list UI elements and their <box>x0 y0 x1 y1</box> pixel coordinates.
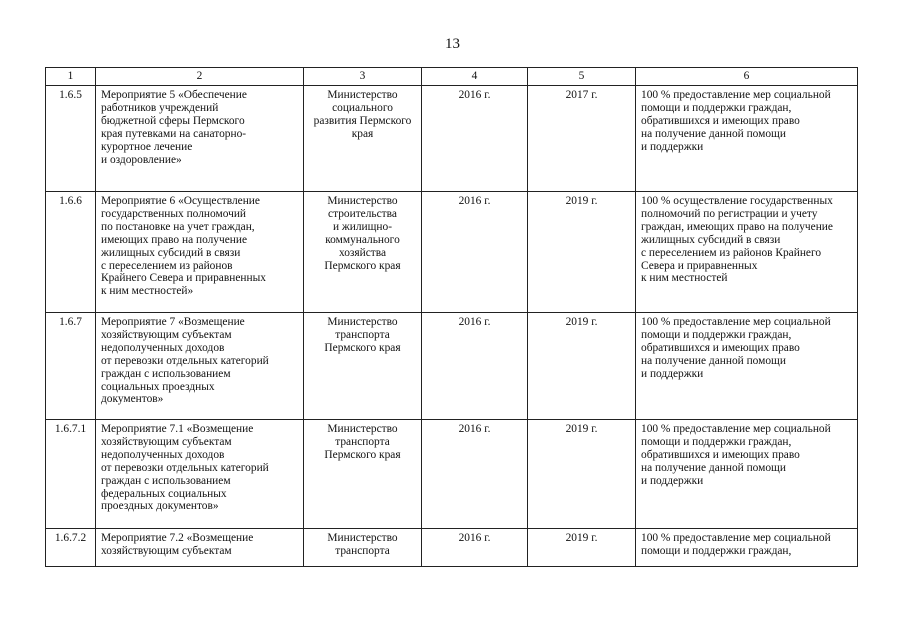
column-header-start: 4 <box>422 68 528 86</box>
end-year: 2019 г. <box>528 420 636 529</box>
start-year: 2016 г. <box>422 192 528 313</box>
row-number: 1.6.6 <box>46 192 96 313</box>
activity-name: Мероприятие 6 «Осуществление государственных полномочий по постановке на учет граждан, имеющих право на получение жилищных субсидий в связи с переселением из районов Крайнего Севера и приравненных к ним местностей» <box>96 192 304 313</box>
table-row <box>46 86 858 192</box>
table-row <box>46 192 858 313</box>
activity-name: Мероприятие 7.1 «Возмещение хозяйствующим субъектам недополученных доходов от перевозки отдельных категорий граждан с использованием федеральных социальных проездных документов» <box>96 420 304 529</box>
executor: Министерство транспорта <box>304 529 422 567</box>
executor: Министерство социального развития Пермского края <box>304 86 422 192</box>
column-header-result: 6 <box>636 68 858 86</box>
column-header-number: 1 <box>46 68 96 86</box>
row-number: 1.6.5 <box>46 86 96 192</box>
start-year: 2016 г. <box>422 420 528 529</box>
row-number: 1.6.7.2 <box>46 529 96 567</box>
end-year: 2019 г. <box>528 313 636 420</box>
row-number: 1.6.7 <box>46 313 96 420</box>
table-row <box>46 529 858 567</box>
start-year: 2016 г. <box>422 313 528 420</box>
end-year: 2019 г. <box>528 529 636 567</box>
end-year: 2019 г. <box>528 192 636 313</box>
activity-name: Мероприятие 5 «Обеспечение работников учреждений бюджетной сферы Пермского края путевками на санаторно- курортное лечение и оздоровление» <box>96 86 304 192</box>
table-row <box>46 313 858 420</box>
start-year: 2016 г. <box>422 86 528 192</box>
expected-result: 100 % предоставление мер социальной помощи и поддержки граждан, обратившихся и имеющих право на получение данной помощи и поддержки <box>636 313 858 420</box>
activity-name: Мероприятие 7.2 «Возмещение хозяйствующим субъектам <box>96 529 304 567</box>
expected-result: 100 % предоставление мер социальной помощи и поддержки граждан, обратившихся и имеющих право на получение данной помощи и поддержки <box>636 420 858 529</box>
activities-table <box>45 67 858 567</box>
activity-name: Мероприятие 7 «Возмещение хозяйствующим субъектам недополученных доходов от перевозки отдельных категорий граждан с использованием социальных проездных документов» <box>96 313 304 420</box>
start-year: 2016 г. <box>422 529 528 567</box>
executor: Министерство транспорта Пермского края <box>304 313 422 420</box>
end-year: 2017 г. <box>528 86 636 192</box>
executor: Министерство транспорта Пермского края <box>304 420 422 529</box>
table-row <box>46 420 858 529</box>
table-header-row <box>46 68 858 86</box>
page-number: 13 <box>445 36 460 52</box>
column-header-activity: 2 <box>96 68 304 86</box>
expected-result: 100 % осуществление государственных полномочий по регистрации и учету граждан, имеющих право на получение жилищных субсидий в связи с переселением из районов Крайнего Севера и приравненных к ним местностей <box>636 192 858 313</box>
column-header-end: 5 <box>528 68 636 86</box>
row-number: 1.6.7.1 <box>46 420 96 529</box>
executor: Министерство строительства и жилищно- коммунального хозяйства Пермского края <box>304 192 422 313</box>
expected-result: 100 % предоставление мер социальной помощи и поддержки граждан, обратившихся и имеющих право на получение данной помощи и поддержки <box>636 86 858 192</box>
column-header-executor: 3 <box>304 68 422 86</box>
expected-result: 100 % предоставление мер социальной помощи и поддержки граждан, <box>636 529 858 567</box>
